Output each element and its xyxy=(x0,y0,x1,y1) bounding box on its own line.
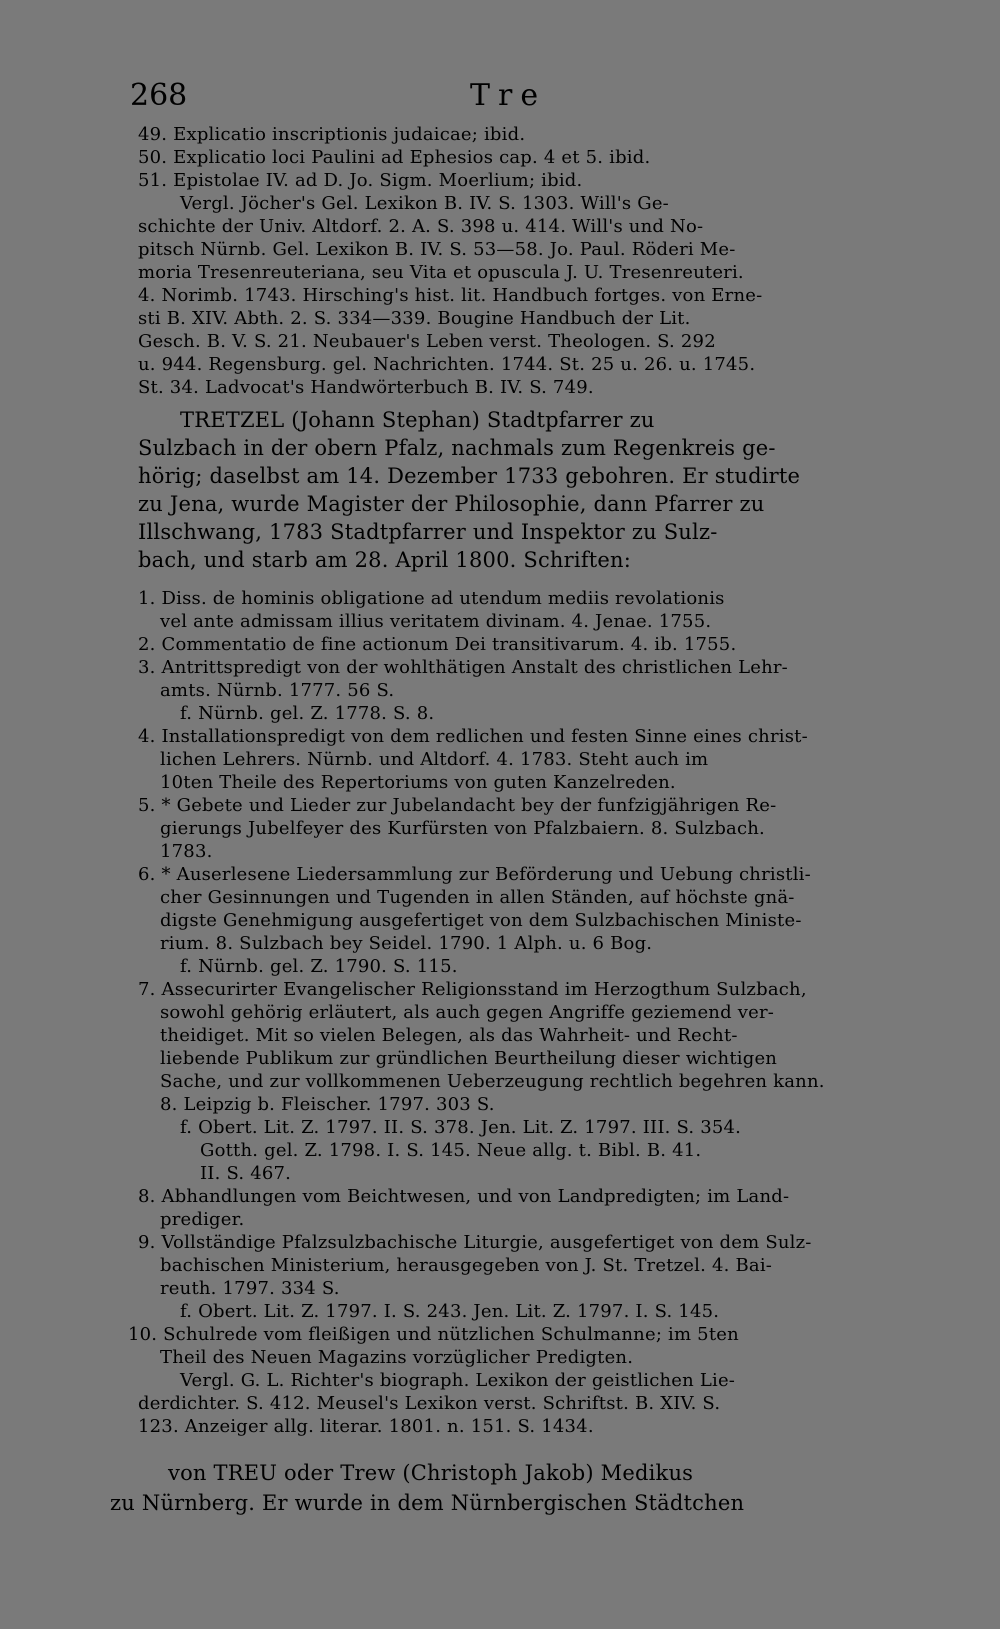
text-line: Illschwang, 1783 Stadtpfarrer und Inspektor zu Sulz- xyxy=(138,520,718,544)
text-line: f. Obert. Lit. Z. 1797. II. S. 378. Jen. Lit. Z. 1797. III. S. 354. xyxy=(180,1117,742,1138)
text-line: 49. Explicatio inscriptionis judaicae; ibid. xyxy=(138,124,526,145)
text-line: gierungs Jubelfeyer des Kurfürsten von Pfalzbaiern. 8. Sulzbach. xyxy=(160,818,765,839)
text-line: cher Gesinnungen und Tugenden in allen Ständen, auf höchste gnä- xyxy=(160,887,795,908)
text-line: f. Obert. Lit. Z. 1797. I. S. 243. Jen. Lit. Z. 1797. I. S. 145. xyxy=(180,1301,720,1322)
text-line: 4. Installationspredigt von dem redlichen und festen Sinne eines christ- xyxy=(138,726,808,747)
text-line: 123. Anzeiger allg. literar. 1801. n. 151. S. 1434. xyxy=(138,1416,594,1437)
text-line: 10. Schulrede vom fleißigen und nützlichen Schulmanne; im 5ten xyxy=(128,1324,739,1345)
text-line: zu Jena, wurde Magister der Philosophie, dann Pfarrer zu xyxy=(138,492,765,516)
text-line: II. S. 467. xyxy=(200,1163,292,1184)
text-line: Gesch. B. V. S. 21. Neubauer's Leben verst. Theologen. S. 292 xyxy=(138,331,716,352)
text-line: Vergl. G. L. Richter's biograph. Lexikon der geistlichen Lie- xyxy=(180,1370,736,1391)
text-line: Vergl. Jöcher's Gel. Lexikon B. IV. S. 1303. Will's Ge- xyxy=(180,193,669,214)
text-line: f. Nürnb. gel. Z. 1790. S. 115. xyxy=(180,956,458,977)
text-line: lichen Lehrers. Nürnb. und Altdorf. 4. 1783. Steht auch im xyxy=(160,749,709,770)
text-line: Sulzbach in der obern Pfalz, nachmals zum Regenkreis ge- xyxy=(138,436,776,460)
text-line: zu Nürnberg. Er wurde in dem Nürnbergischen Städtchen xyxy=(110,1491,745,1515)
text-line: Theil des Neuen Magazins vorzüglicher Predigten. xyxy=(160,1347,634,1368)
text-line: 8. Abhandlungen vom Beichtwesen, und von Landpredigten; im Land- xyxy=(138,1186,790,1207)
text-line: liebende Publikum zur gründlichen Beurtheilung dieser wichtigen xyxy=(160,1048,778,1069)
text-line: 5. * Gebete und Lieder zur Jubelandacht bey der funfzigjährigen Re- xyxy=(138,795,777,816)
text-line: moria Tresenreuteriana, seu Vita et opuscula J. U. Tresenreuteri. xyxy=(138,262,744,283)
running-head: Tre xyxy=(470,78,547,113)
text-line: 50. Explicatio loci Paulini ad Ephesios cap. 4 et 5. ibid. xyxy=(138,147,651,168)
text-line: 4. Norimb. 1743. Hirsching's hist. lit. Handbuch fortges. von Erne- xyxy=(138,285,763,306)
text-line: schichte der Univ. Altdorf. 2. A. S. 398 u. 414. Will's und No- xyxy=(138,216,704,237)
text-line: 6. * Auserlesene Liedersammlung zur Beförderung und Uebung christli- xyxy=(138,864,811,885)
text-line: 2. Commentatio de fine actionum Dei transitivarum. 4. ib. 1755. xyxy=(138,634,737,655)
text-line: vel ante admissam illius veritatem divinam. 4. Jenae. 1755. xyxy=(160,611,712,632)
text-line: bach, und starb am 28. April 1800. Schriften: xyxy=(138,548,632,572)
text-line: sowohl gehörig erläutert, als auch gegen Angriffe geziemend ver- xyxy=(160,1002,775,1023)
text-line: hörig; daselbst am 14. Dezember 1733 gebohren. Er studirte xyxy=(138,464,801,488)
text-line: theidiget. Mit so vielen Belegen, als das Wahrheit- und Recht- xyxy=(160,1025,738,1046)
text-line: 7. Assecurirter Evangelischer Religionsstand im Herzogthum Sulzbach, xyxy=(138,979,807,1000)
text-line: 51. Epistolae IV. ad D. Jo. Sigm. Moerlium; ibid. xyxy=(138,170,583,191)
text-line: 10ten Theile des Repertoriums von guten Kanzelreden. xyxy=(160,772,676,793)
text-line: 1. Diss. de hominis obligatione ad utendum mediis revolationis xyxy=(138,588,725,609)
entry-heading: TRETZEL (Johann Stephan) Stadtpfarrer zu xyxy=(180,408,655,432)
text-line: St. 34. Ladvocat's Handwörterbuch B. IV. S. 749. xyxy=(138,377,594,398)
text-line: bachischen Ministerium, herausgegeben von J. St. Tretzel. 4. Bai- xyxy=(160,1255,773,1276)
text-line: 1783. xyxy=(160,841,213,862)
text-line: u. 944. Regensburg. gel. Nachrichten. 1744. St. 25 u. 26. u. 1745. xyxy=(138,354,756,375)
page-number: 268 xyxy=(130,78,188,113)
text-line: 9. Vollständige Pfalzsulzbachische Liturgie, ausgefertiget von dem Sulz- xyxy=(138,1232,812,1253)
text-line: amts. Nürnb. 1777. 56 S. xyxy=(160,680,395,701)
text-line: 8. Leipzig b. Fleischer. 1797. 303 S. xyxy=(160,1094,495,1115)
text-line: digste Genehmigung ausgefertiget von dem Sulzbachischen Ministe- xyxy=(160,910,802,931)
text-line: rium. 8. Sulzbach bey Seidel. 1790. 1 Alph. u. 6 Bog. xyxy=(160,933,653,954)
text-line: 3. Antrittspredigt von der wohlthätigen Anstalt des christlichen Lehr- xyxy=(138,657,788,678)
text-line: derdichter. S. 412. Meusel's Lexikon verst. Schriftst. B. XIV. S. xyxy=(138,1393,721,1414)
entry-heading: von TREU oder Trew (Christoph Jakob) Medikus xyxy=(168,1461,694,1485)
text-line: Sache, und zur vollkommenen Ueberzeugung rechtlich begehren kann. xyxy=(160,1071,825,1092)
text-line: prediger. xyxy=(160,1209,245,1230)
text-line: pitsch Nürnb. Gel. Lexikon B. IV. S. 53—58. Jo. Paul. Röderi Me- xyxy=(138,239,736,260)
text-line: sti B. XIV. Abth. 2. S. 334—339. Bougine Handbuch der Lit. xyxy=(138,308,691,329)
text-line: f. Nürnb. gel. Z. 1778. S. 8. xyxy=(180,703,435,724)
text-line: reuth. 1797. 334 S. xyxy=(160,1278,340,1299)
text-line: Gotth. gel. Z. 1798. I. S. 145. Neue allg. t. Bibl. B. 41. xyxy=(200,1140,702,1161)
